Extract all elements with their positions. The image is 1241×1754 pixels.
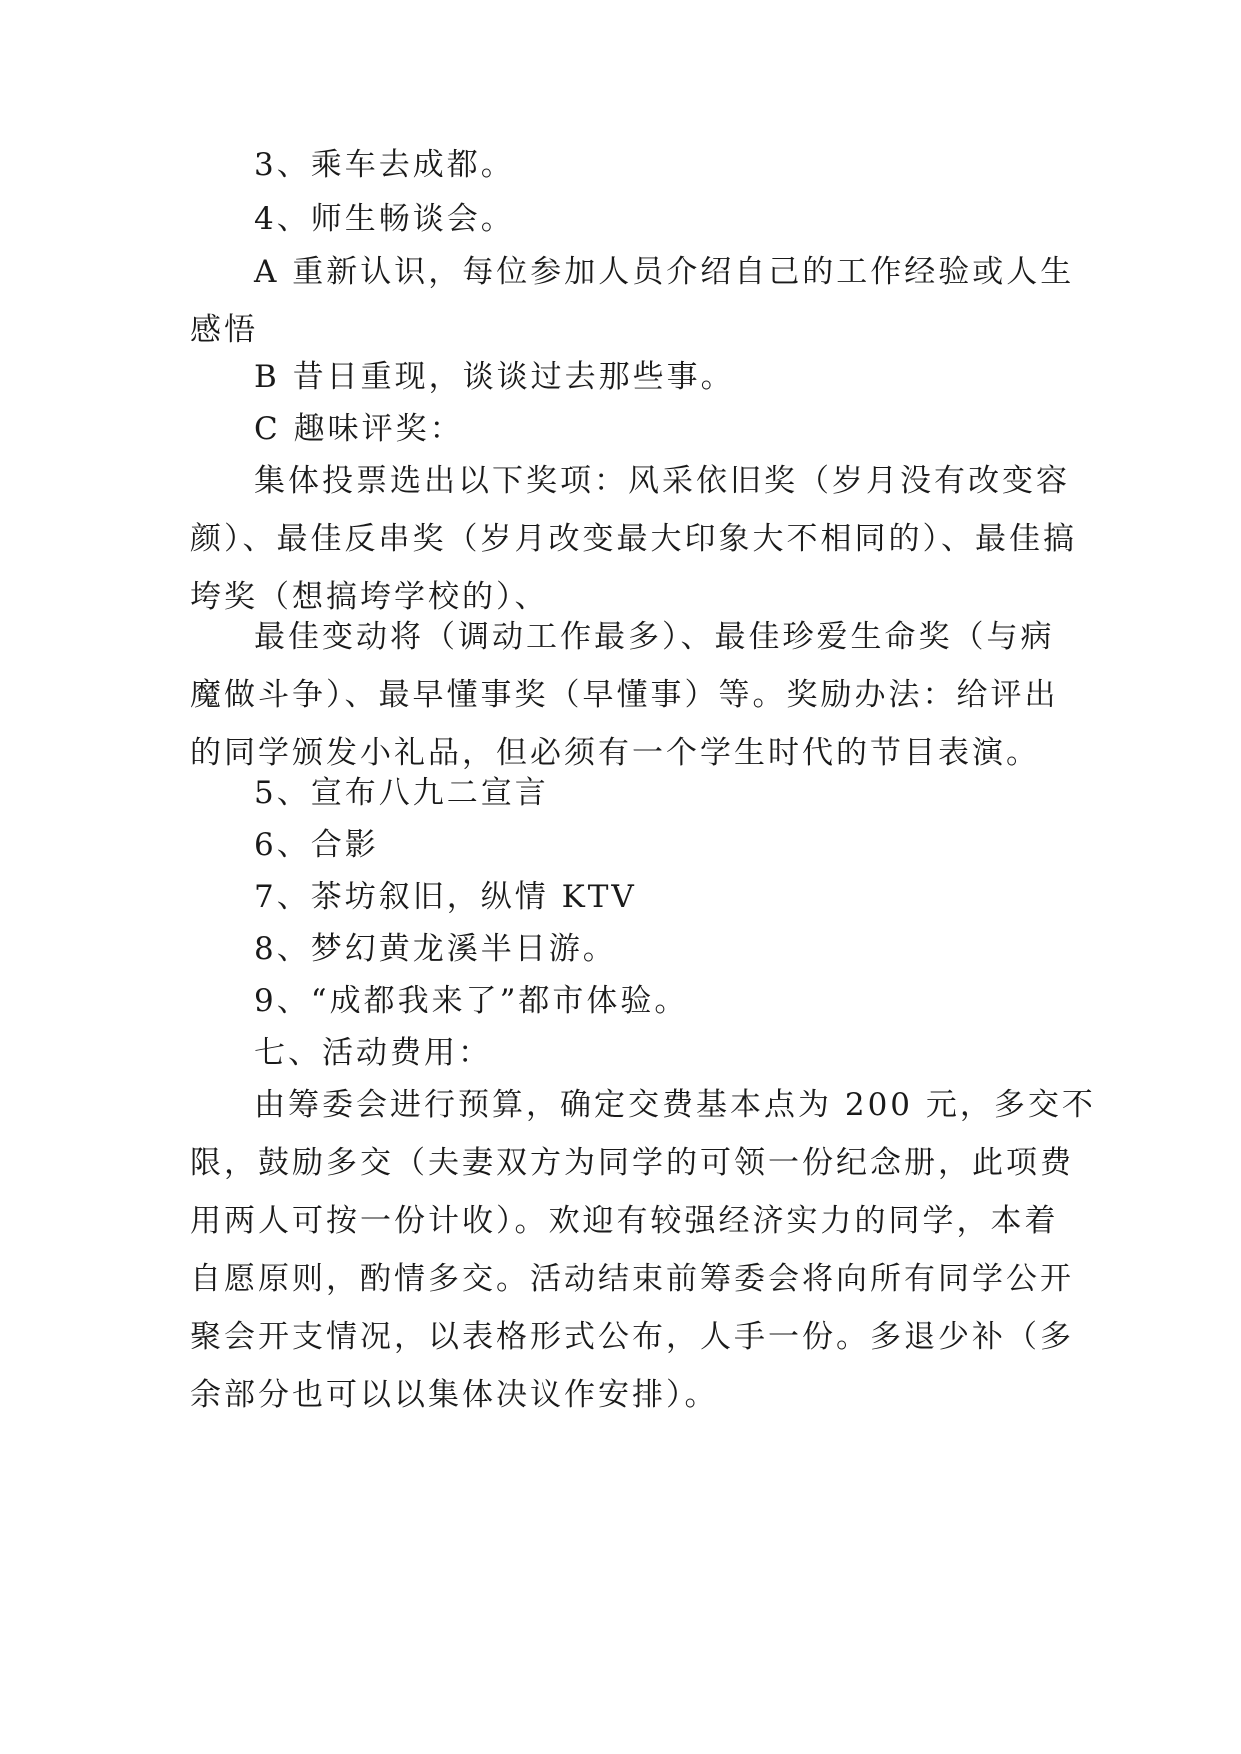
- text-line: 集体投票选出以下奖项：风采依旧奖（岁月没有改变容: [254, 463, 1070, 499]
- text-line: 4、师生畅谈会。: [254, 201, 515, 237]
- paragraph-item-7: [190, 868, 1052, 926]
- text-line: 3、乘车去成都。: [254, 147, 515, 183]
- paragraph-item-8: [190, 920, 1052, 978]
- paragraph-awards: [190, 452, 1077, 626]
- paragraph-item-5: [190, 764, 1052, 822]
- paragraph-item-c: [190, 400, 1052, 458]
- section-heading-cost: [190, 1024, 1052, 1082]
- text-line: 由筹委会进行预算，确定交费基本点为 200 元，多交不: [254, 1087, 1096, 1123]
- text-line: C 趣味评奖：: [254, 411, 464, 447]
- text-line: 魔做斗争）、最早懂事奖（早懂事）等。奖励办法：给评出: [190, 677, 1059, 713]
- text-line: 8、梦幻黄龙溪半日游。: [254, 931, 617, 967]
- paragraph-cost-details: [190, 1076, 1096, 1424]
- text-line: 垮奖（想搞垮学校的）、: [190, 579, 549, 615]
- text-line: 6、合影: [254, 827, 379, 863]
- paragraph-item-3: [190, 136, 1052, 194]
- paragraph-item-6: [190, 816, 1052, 874]
- text-line: 自愿原则，酌情多交。活动结束前筹委会将向所有同学公开: [190, 1261, 1074, 1297]
- text-line: A 重新认识，每位参加人员介绍自己的工作经验或人生: [254, 254, 1075, 290]
- paragraph-item-a: [190, 243, 1075, 359]
- text-line: 限，鼓励多交（夫妻双方为同学的可领一份纪念册，此项费: [190, 1145, 1074, 1181]
- text-line: 的同学颁发小礼品，但必须有一个学生时代的节目表演。: [190, 735, 1040, 771]
- text-line: 9、“成都我来了”都市体验。: [254, 983, 689, 1019]
- paragraph-item-9: [190, 972, 1052, 1030]
- text-line: 余部分也可以以集体决议作安排）。: [190, 1377, 719, 1413]
- text-line: 颜）、最佳反串奖（岁月改变最大印象大不相同的）、最佳搞: [190, 521, 1077, 557]
- text-line: B 昔日重现，谈谈过去那些事。: [254, 359, 735, 395]
- paragraph-awards-continued: [190, 608, 1059, 782]
- paragraph-item-4: [190, 190, 1052, 248]
- text-line: 感悟: [190, 312, 258, 348]
- text-line: 7、茶坊叙旧，纵情 KTV: [254, 879, 637, 915]
- text-line: 七、活动费用：: [254, 1035, 492, 1071]
- paragraph-item-b: [190, 348, 1052, 406]
- text-line: 用两人可按一份计收）。欢迎有较强经济实力的同学，本着: [190, 1203, 1059, 1239]
- text-line: 最佳变动将（调动工作最多）、最佳珍爱生命奖（与病: [254, 619, 1055, 655]
- text-line: 5、宣布八九二宣言: [254, 775, 549, 811]
- text-line: 聚会开支情况，以表格形式公布，人手一份。多退少补（多: [190, 1319, 1074, 1355]
